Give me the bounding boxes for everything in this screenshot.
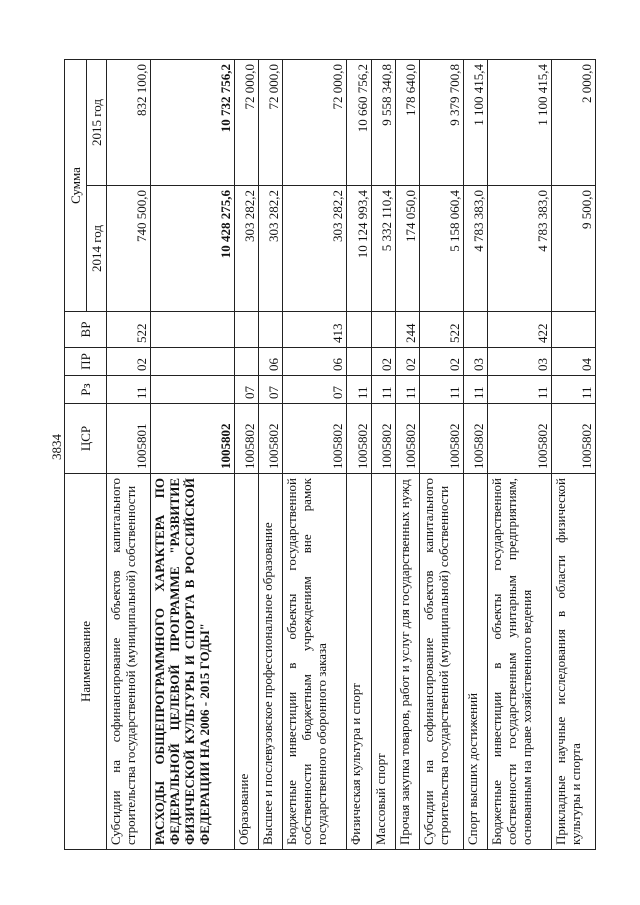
row-pr [347,348,371,376]
row-csr: 1005802 [151,404,235,474]
header-rz: Рз [65,376,107,404]
row-vr [371,312,395,348]
row-name: Бюджетные инвестиции в объекты государственной собственности бюджетным учреждениям вне рамок государственного оборонного заказа [283,474,347,850]
row-sum-2015: 10 732 756,2 [151,60,235,186]
row-csr: 1005802 [487,404,551,474]
row-sum-2015: 10 660 756,2 [347,60,371,186]
row-name: Субсидии на софинансирование объектов капитального строительства государственной (муниципальной) собственности [107,474,151,850]
row-sum-2014: 303 282,2 [235,186,259,312]
row-sum-2014: 9 500,0 [551,186,595,312]
row-rz: 11 [395,376,419,404]
row-sum-2014: 5 158 060,4 [419,186,463,312]
row-name: Массовый спорт [371,474,395,850]
row-pr: 06 [283,348,347,376]
row-name: Спорт высших достижений [463,474,487,850]
row-rz: 11 [347,376,371,404]
row-rz: 11 [551,376,595,404]
row-pr: 03 [487,348,551,376]
row-rz: 11 [371,376,395,404]
row-pr [235,348,259,376]
header-2015: 2015 год [87,60,107,186]
row-rz: 11 [107,376,151,404]
header-vr: ВР [65,312,107,348]
row-sum-2014: 303 282,2 [259,186,283,312]
row-vr: 244 [395,312,419,348]
table-row [235,60,259,850]
table-row [107,60,151,850]
row-sum-2015: 832 100,0 [107,60,151,186]
row-vr: 522 [107,312,151,348]
table-row [551,60,595,850]
table-body [107,60,596,850]
row-sum-2014: 5 332 110,4 [371,186,395,312]
row-name: Бюджетные инвестиции в объекты государственной собственности государственным унитарным предприятиям, основанным на праве хозяйственного ведения [487,474,551,850]
row-sum-2015: 72 000,0 [259,60,283,186]
row-rz: 07 [235,376,259,404]
budget-table-rotated [64,60,596,850]
page-number: 3834 [49,434,64,460]
row-sum-2015: 72 000,0 [283,60,347,186]
row-name: Прочая закупка товаров, работ и услуг для государственных нужд [395,474,419,850]
table-row [463,60,487,850]
row-sum-2014: 4 783 383,0 [487,186,551,312]
row-pr: 02 [107,348,151,376]
row-name: Образование [235,474,259,850]
row-sum-2014: 10 124 993,4 [347,186,371,312]
row-csr: 1005802 [371,404,395,474]
row-pr: 02 [371,348,395,376]
row-pr: 04 [551,348,595,376]
row-vr: 522 [419,312,463,348]
row-rz: 11 [487,376,551,404]
row-vr: 413 [283,312,347,348]
row-name: Физическая культура и спорт [347,474,371,850]
row-pr: 02 [395,348,419,376]
row-sum-2014: 740 500,0 [107,186,151,312]
row-csr: 1005802 [283,404,347,474]
row-vr [259,312,283,348]
table-row [151,60,235,850]
row-rz: 11 [463,376,487,404]
row-sum-2015: 2 000,0 [551,60,595,186]
row-sum-2014: 4 783 383,0 [463,186,487,312]
row-vr [463,312,487,348]
row-pr [151,348,235,376]
table-row [259,60,283,850]
header-sum: Сумма [65,60,87,312]
row-sum-2015: 72 000,0 [235,60,259,186]
row-vr: 422 [487,312,551,348]
budget-table [64,59,596,850]
table-row [371,60,395,850]
table-row [419,60,463,850]
row-csr: 1005801 [107,404,151,474]
row-csr: 1005802 [463,404,487,474]
row-sum-2014: 174 050,0 [395,186,419,312]
row-name: Высшее и послевузовское профессиональное образование [259,474,283,850]
header-csr: ЦСР [65,404,107,474]
table-row [395,60,419,850]
row-sum-2014: 303 282,2 [283,186,347,312]
row-vr [551,312,595,348]
row-rz: 11 [419,376,463,404]
row-pr: 02 [419,348,463,376]
header-2014: 2014 год [87,186,107,312]
row-csr: 1005802 [551,404,595,474]
row-vr [151,312,235,348]
row-pr: 06 [259,348,283,376]
row-sum-2015: 178 640,0 [395,60,419,186]
row-csr: 1005802 [259,404,283,474]
table-row [347,60,371,850]
row-csr: 1005802 [395,404,419,474]
row-vr [235,312,259,348]
row-pr: 03 [463,348,487,376]
row-csr: 1005802 [419,404,463,474]
row-name: Прикладные научные исследования в области физической культуры и спорта [551,474,595,850]
row-name: Субсидии на софинансирование объектов капитального строительства государственной (муниципальной) собственности [419,474,463,850]
row-rz [151,376,235,404]
row-vr [347,312,371,348]
row-sum-2015: 9 558 340,8 [371,60,395,186]
row-sum-2015: 1 100 415,4 [487,60,551,186]
header-name: Наименование [65,474,107,850]
row-sum-2014: 10 428 275,6 [151,186,235,312]
row-rz: 07 [283,376,347,404]
row-rz: 07 [259,376,283,404]
row-csr: 1005802 [347,404,371,474]
table-row [487,60,551,850]
row-sum-2015: 9 379 700,8 [419,60,463,186]
row-sum-2015: 1 100 415,4 [463,60,487,186]
table-row [283,60,347,850]
header-pr: ПР [65,348,107,376]
row-csr: 1005802 [235,404,259,474]
row-name: РАСХОДЫ ОБЩЕПРОГРАММНОГО ХАРАКТЕРА ПО ФЕДЕРАЛЬНОЙ ЦЕЛЕВОЙ ПРОГРАММЕ "РАЗВИТИЕ ФИЗИЧЕСКОЙ КУЛЬТУРЫ И СПОРТА В РОССИЙСКОЙ ФЕДЕРАЦИИ НА 2006 - 2015 ГОДЫ" [151,474,235,850]
